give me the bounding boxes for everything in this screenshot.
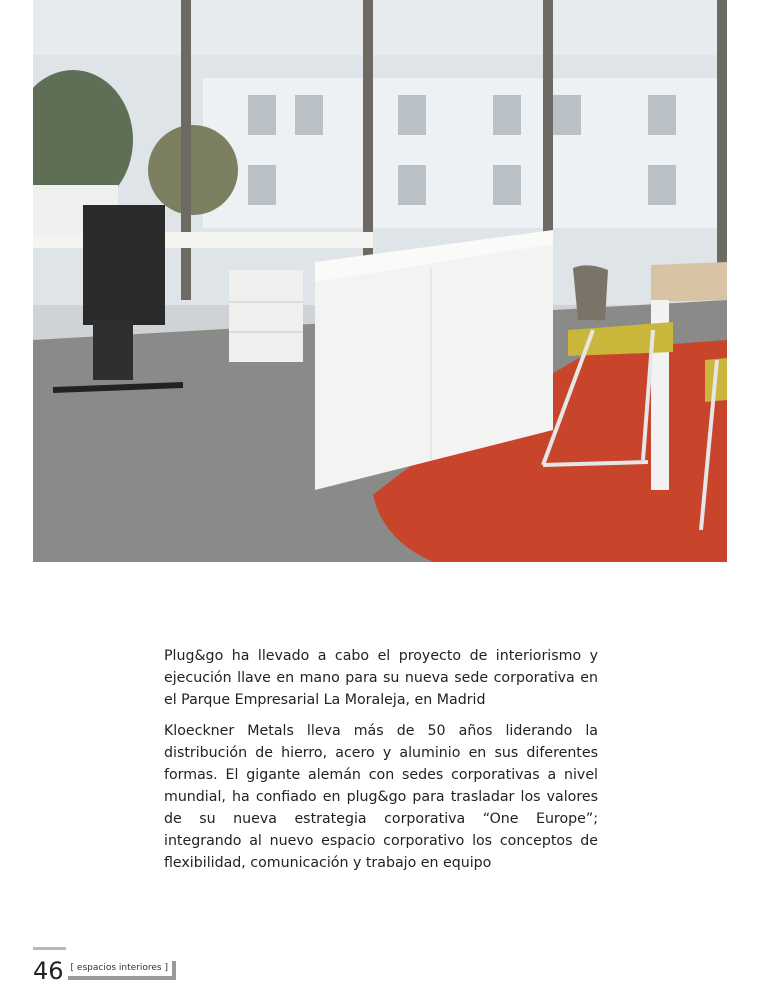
article-body [164, 645, 598, 883]
page-folio [33, 950, 176, 984]
section-label: [ espacios interiores ] [68, 961, 176, 980]
photo-illustration [33, 0, 727, 562]
page-number: 46 [33, 957, 64, 985]
body-paragraph: Kloeckner Metals lleva más de 50 años liderando la distribución de hierro, acero y aluminio en sus diferentes formas. El gigante alemán con sedes corporativas a nivel mundial, ha confiado en plug&go para trasladar los valores de su nueva estrategia corporativa “One Europe”; integrando al nuevo espacio corporativo los conceptos de flexibilidad, comunicación y trabajo en equipo [164, 723, 598, 871]
intro-paragraph: Plug&go ha llevado a cabo el proyecto de interiorismo y ejecución llave en mano para su nueva sede corporativa en el Parque Empresarial La Moraleja, en Madrid [164, 648, 598, 708]
office-interior-photo [33, 0, 727, 562]
